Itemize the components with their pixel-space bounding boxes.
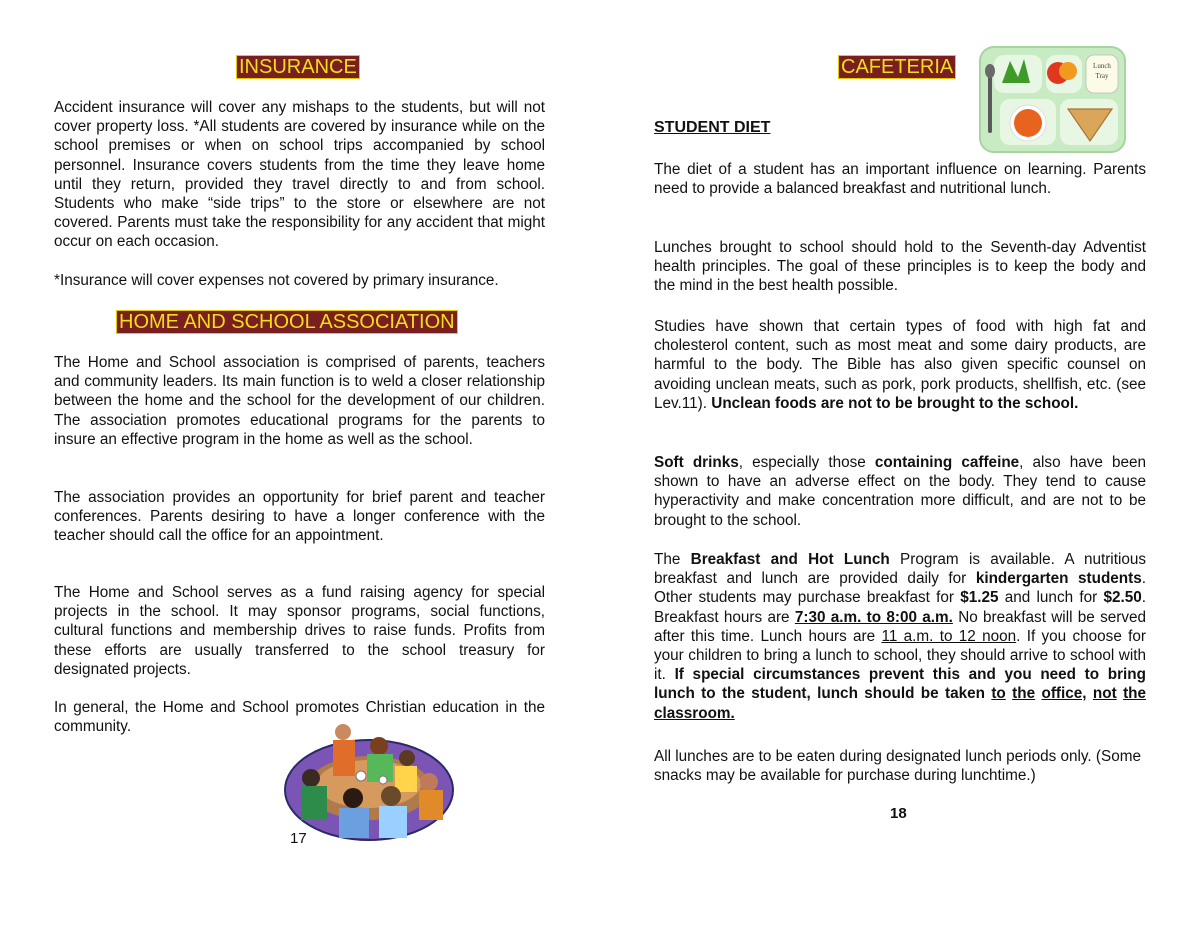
student-diet-heading: STUDENT DIET — [654, 119, 771, 136]
hsa-paragraph-1: The Home and School association is comprised of parents, teachers and community leaders. Its main function is to weld a closer relationship between the home and the school for the development of our children. The association promotes educational programs for the parents to insure an effective program in the home as well as the school. — [54, 354, 545, 448]
tray-label-lunch: Lunch — [1093, 62, 1111, 70]
meeting-clipart — [283, 718, 458, 848]
diet-paragraph-3: Studies have shown that certain types of food with high fat and cholesterol content, such as most meat and some dairy products, are harmful to the body. The Bible has also given specific counsel on avoiding unclean meats, such as pork, pork products, shellfish, etc. (see Lev.11). Unclean foods are not to be brought to the school. — [654, 318, 1146, 412]
hsa-paragraph-4: In general, the Home and School promotes Christian education in the community. — [54, 699, 545, 736]
hsa-paragraph-2: The association provides an opportunity for brief parent and teacher conferences. Parents desiring to have a longer conference with the teacher should call the office for an appointment. — [54, 489, 545, 545]
insurance-heading: INSURANCE — [236, 55, 360, 79]
cafeteria-heading: CAFETERIA — [838, 55, 956, 79]
diet-paragraph-2: Lunches brought to school should hold to the Seventh-day Adventist health principles. The goal of these principles is to keep the body and the mind in the best health possible. — [654, 239, 1146, 295]
hsa-paragraph-3: The Home and School serves as a fund raising agency for special projects in the school. It may sponsor programs, social functions, cultural functions and membership drives to raise funds. Profits from these efforts are usually transferred to the school treasury for designated projects. — [54, 584, 545, 678]
breakfast-lunch-paragraph: The Breakfast and Hot Lunch Program is available. A nutritious breakfast and lunch are provided daily for kindergarten students. Other students may purchase breakfast for $1.25 and lunch for $2.50. Breakfast hours are 7:30 a.m. to 8:00 a.m. No breakfast will be served after this time. Lunch hours are 11 a.m. to 12 noon. If you choose for your children to bring a lunch to school, they should arrive to school with it. If special circumstances prevent this and you need to bring lunch to the student, lunch should be taken to the office, not the classroom. — [654, 551, 1147, 722]
lunch-tray-clipart — [980, 47, 1125, 152]
page-number-right: 18 — [890, 805, 907, 822]
lunch-periods-paragraph: All lunches are to be eaten during designated lunch periods only. (Some snacks may be available for purchase during lunchtime.) — [654, 748, 1141, 785]
insurance-note: *Insurance will cover expenses not covered by primary insurance. — [54, 272, 499, 289]
home-school-heading: HOME AND SCHOOL ASSOCIATION — [116, 310, 458, 334]
insurance-paragraph: Accident insurance will cover any mishaps to the students, but will not cover property loss. *All students are covered by insurance while on the school premises or when on school trips accompanied by school personnel. Insurance covers students from the time they leave home until they return, provided they travel directly to and from school. Students who make “side trips” to the store or elsewhere are not covered. Parents must take the responsibility for any accident that might occur on each occasion. — [54, 99, 545, 251]
soft-drinks-paragraph: Soft drinks, especially those containing caffeine, also have been shown to have an adverse effect on the body. They tend to cause hyperactivity and make concentration more difficult, and are not to be brought to the school. — [654, 454, 1147, 529]
page-number-left: 17 — [290, 830, 307, 847]
tray-label-tray: Tray — [1095, 72, 1109, 80]
diet-paragraph-1: The diet of a student has an important influence on learning. Parents need to provide a balanced breakfast and nutritional lunch. — [654, 161, 1146, 198]
